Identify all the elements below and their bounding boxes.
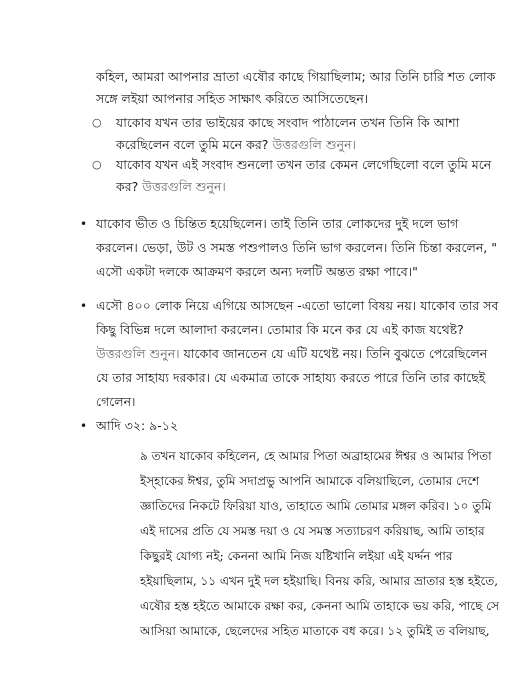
scripture-passage: ৯ তখন যাকোব কহিলেন, হে আমার পিতা অব্রাহামের ঈশ্বর ও আমার পিতা ইস্‌হাকের ঈশ্বর, তুমি সদাপ্রভু আপনি আমাকে বলিয়াছিলে, তোমার দেশে জ্ঞাতিদের নিকটে ফিরিয়া যাও, তাহাতে আমি তোমার মঙ্গল করিব। ১০ তুমি এই দাসের প্রতি যে সমস্ত দয়া ও যে সমস্ত সত্যাচরণ করিয়াছ, আমি তাহার কিছুরই যোগ্য নই; কেননা আমি নিজ যষ্টিখানি লইয়া এই যর্দ্দন পার হইয়াছিলাম, ১১ এখন দুই দল হইয়াছি। বিনয় করি, আমার ভ্রাতার হস্ত হইতে, এষৌর হস্ত হইতে আমাকে রক্ষা কর, কেননা আমি তাহাকে ভয় করি, পাছে সে আসিয়া আমাকে, ছেলেদের সহিত মাতাকে বধ করে। ১২ তুমিই ত বলিয়াছ, (140, 449, 500, 638)
sub-question-2 (92, 154, 496, 198)
bullet-text-before: এসৌ ৪০০ লোক নিয়ে এগিয়ে আসছেন -এতো ভালো বিষয় নয়। যাকোব তার সব কিছু বিভিন্ন দলে আলাদা করলেন। তোমার কি মনে কর যে এই কাজ যথেষ্ট? (96, 298, 499, 337)
bullet-icon: • (80, 299, 88, 313)
bullet-icon: • (80, 419, 88, 433)
listen-answers-link[interactable]: উত্তরগুলি শুনুন। (96, 346, 180, 361)
hollow-bullet-icon: ○ (92, 158, 102, 171)
sub-question-text: যাকোব যখন এই সংবাদ শুনলো তখন তার কেমন লেগেছিলো বলে তুমি মনে কর? (116, 157, 492, 194)
bullet-icon: • (80, 217, 88, 231)
sub-question-text: যাকোব যখন তার ভাইয়ের কাছে সংবাদ পাঠালেন তখন তিনি কি আশা করেছিলেন বলে তুমি মনে কর? (116, 115, 460, 152)
listen-answers-link[interactable]: উত্তরগুলি শুনুন। (272, 137, 356, 152)
sub-question-1 (92, 112, 496, 156)
hollow-bullet-icon: ○ (92, 116, 102, 129)
listen-answers-link[interactable]: উত্তরগুলি শুনুন। (142, 179, 226, 194)
bullet-text: যাকোব ভীত ও চিন্তিত হয়েছিলেন। তাই তিনি তার লোকদের দুই দলে ভাগ করলেন। ভেড়া, উট ও সমস্ত পশুপালও তিনি ভাগ করলেন। তিনি চিন্তা করলেন, " এসৌ একটা দলকে আক্রমণ করলে অন্য দলটি অন্তত রক্ষা পাবে।" (96, 216, 497, 279)
intro-paragraph: কহিল, আমরা আপনার ভ্রাতা এষৌর কাছে গিয়াছিলাম; আর তিনি চারি শত লোক সঙ্গে লইয়া আপনার সহিত সাক্ষাৎ করিতে আসিতেছেন। (96, 69, 496, 106)
bullet-text-after: যাকোব জানতেন যে এটি যথেষ্ট নয়। তিনি বুঝতে পেরেছিলেন যে তার সাহায্য দরকার। যে একমাত্র তাকে সাহায্য করতে পারে তিনি তার কাছেই গেলেন। (96, 346, 488, 409)
scripture-reference: আদি ৩২: ৯-১২ (96, 418, 178, 433)
